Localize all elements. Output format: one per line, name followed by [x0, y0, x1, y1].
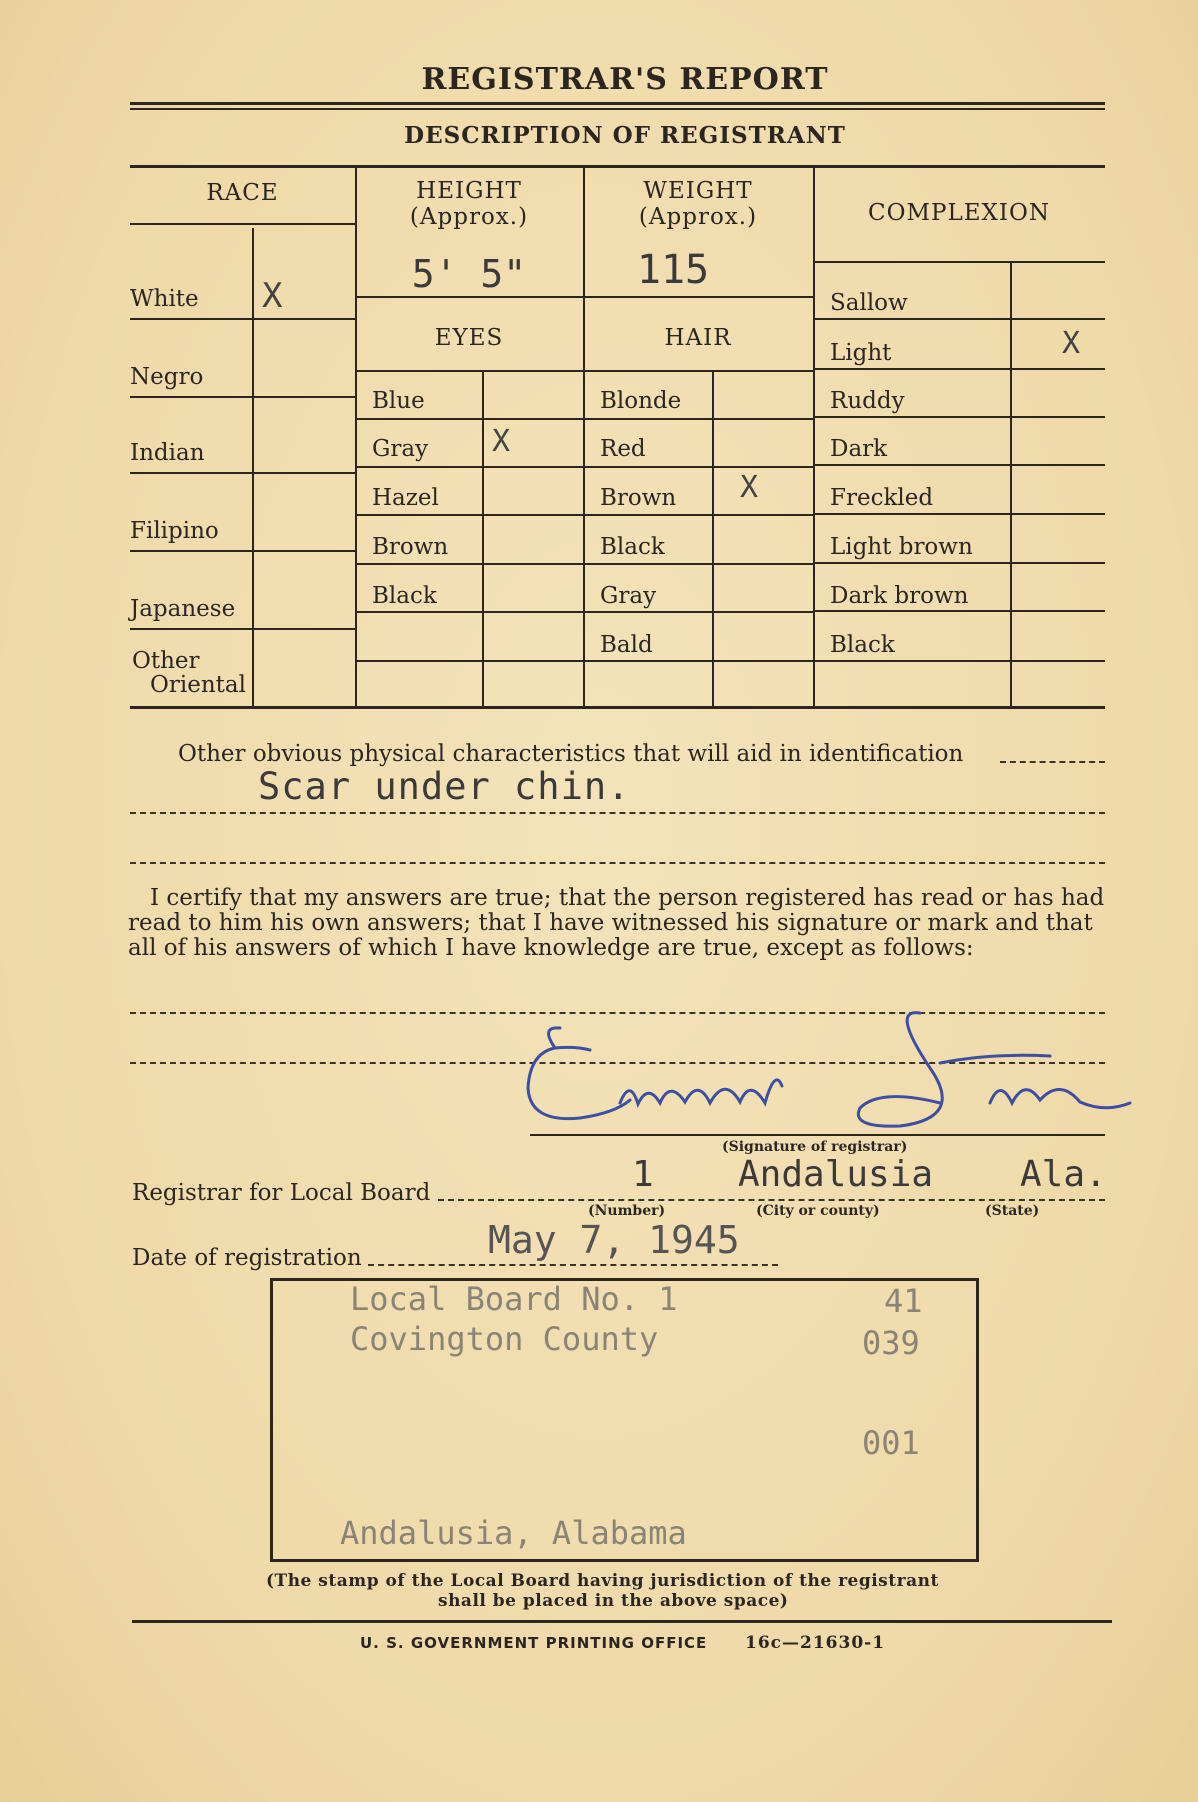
characteristics-line-2 — [130, 862, 1105, 864]
complexion-dark-brown-label: Dark brown — [830, 583, 969, 609]
signature-line — [530, 1134, 1105, 1136]
stamp-line-2: Covington County — [350, 1320, 659, 1358]
footer-printer: U. S. GOVERNMENT PRINTING OFFICE — [360, 1634, 708, 1652]
height-value: 5' 5" — [411, 252, 527, 296]
weight-value: 115 — [636, 247, 710, 293]
complexion-light-label: Light — [830, 340, 892, 366]
registration-date-line — [368, 1264, 778, 1266]
stamp-code-3: 001 — [862, 1424, 920, 1462]
local-board-number-caption: (Number) — [588, 1203, 666, 1219]
complexion-freckled-label: Freckled — [830, 485, 934, 511]
registration-date-label: Date of registration — [132, 1245, 362, 1271]
hair-blonde-label: Blonde — [600, 388, 682, 414]
complexion-rule-2 — [813, 368, 1105, 370]
local-board-label: Registrar for Local Board — [132, 1180, 431, 1206]
hair-mark-vline — [712, 372, 714, 708]
complexion-light-brown-label: Light brown — [830, 534, 973, 560]
race-header-rule — [130, 223, 355, 225]
race-filipino-label: Filipino — [130, 518, 219, 544]
complexion-sallow-label: Sallow — [830, 290, 908, 316]
eyes-black-label: Black — [372, 583, 437, 609]
title-rule-bottom — [130, 108, 1105, 110]
eyes-brown-label: Brown — [372, 534, 449, 560]
table-vline-3 — [813, 168, 815, 708]
eyes-hair-rule-4 — [355, 563, 813, 565]
weight-header — [583, 178, 813, 230]
race-mark-vline — [252, 228, 254, 708]
eyes-gray-mark: X — [492, 424, 511, 459]
certification-line-2: read to him his own answers; that I have witnessed his signature or mark and that — [128, 910, 1093, 936]
local-board-number: 1 — [632, 1154, 654, 1195]
stamp-code-2: 039 — [862, 1324, 920, 1362]
eyes-hair-rule-3 — [355, 514, 813, 516]
hair-black-label: Black — [600, 534, 665, 560]
hair-red-label: Red — [600, 436, 646, 462]
local-board-state: Ala. — [1020, 1154, 1107, 1195]
height-header-line2: (Approx.) — [409, 204, 529, 230]
title-rule-top — [130, 102, 1105, 105]
hair-brown-label: Brown — [600, 485, 677, 511]
complexion-dark-label: Dark — [830, 436, 888, 462]
complexion-mark-vline — [1010, 263, 1012, 708]
certification-line-3: all of his answers of which I have knowledge are true, except as follows: — [128, 935, 974, 961]
local-board-state-caption: (State) — [985, 1203, 1040, 1219]
complexion-header-rule — [813, 261, 1105, 263]
stamp-caption-line-1: (The stamp of the Local Board having jurisdiction of the registrant — [266, 1571, 939, 1591]
form-title: REGISTRAR'S REPORT — [421, 62, 829, 97]
registrar-signature — [520, 1008, 1140, 1148]
form-subtitle: DESCRIPTION OF REGISTRANT — [404, 122, 846, 149]
eyes-mark-vline — [482, 372, 484, 708]
registration-date-value: May 7, 1945 — [488, 1218, 740, 1262]
complexion-ruddy-label: Ruddy — [830, 388, 905, 414]
table-top-rule — [130, 165, 1105, 168]
eyes-hair-rule-6 — [355, 660, 813, 662]
complexion-rule-5 — [813, 513, 1105, 515]
characteristics-leader — [1000, 761, 1105, 763]
height-header — [355, 178, 583, 230]
race-other-label: Other — [132, 648, 200, 674]
table-vline-1 — [355, 168, 357, 708]
eyes-hair-header-rule — [355, 370, 813, 372]
weight-header-line1: WEIGHT — [643, 178, 753, 204]
race-indian-label: Indian — [130, 440, 205, 466]
weight-header-line2: (Approx.) — [638, 204, 758, 230]
local-board-line — [438, 1199, 1105, 1201]
footer-code: 16c—21630-1 — [745, 1633, 886, 1653]
complexion-header: COMPLEXION — [868, 200, 1050, 226]
signature-caption: (Signature of registrar) — [722, 1139, 908, 1155]
characteristics-value: Scar under chin. — [258, 765, 631, 808]
complexion-rule-3 — [813, 416, 1105, 418]
race-row-rule-1 — [130, 318, 355, 320]
race-japanese-label: Japanese — [130, 596, 236, 622]
race-oriental-label: Oriental — [150, 672, 246, 698]
hair-header: HAIR — [664, 325, 732, 351]
stamp-caption-line-2: shall be placed in the above space) — [438, 1591, 789, 1611]
complexion-rule-6 — [813, 562, 1105, 564]
characteristics-line-1 — [130, 812, 1105, 814]
complexion-rule-4 — [813, 464, 1105, 466]
footer-rule — [132, 1620, 1112, 1623]
race-negro-label: Negro — [130, 364, 204, 390]
complexion-rule-7 — [813, 610, 1105, 612]
race-row-rule-4 — [130, 550, 355, 552]
race-row-rule-2 — [130, 396, 355, 398]
eyes-hair-rule-1 — [355, 418, 813, 420]
race-header: RACE — [206, 180, 279, 206]
local-board-city-caption: (City or county) — [756, 1203, 880, 1219]
race-white-mark: X — [262, 276, 283, 316]
hair-gray-label: Gray — [600, 583, 657, 609]
eyes-hair-rule-2 — [355, 466, 813, 468]
complexion-rule-1 — [813, 318, 1105, 320]
stamp-line-1: Local Board No. 1 — [350, 1280, 678, 1318]
eyes-blue-label: Blue — [372, 388, 425, 414]
complexion-rule-8 — [813, 660, 1105, 662]
signature-graphic — [520, 1008, 1140, 1148]
complexion-black-label: Black — [830, 632, 895, 658]
certification-line-1: I certify that my answers are true; that the person registered has read or has had — [150, 885, 1105, 911]
hair-bald-label: Bald — [600, 632, 653, 658]
eyes-hazel-label: Hazel — [372, 485, 439, 511]
race-row-rule-5 — [130, 628, 355, 630]
race-white-label: White — [130, 286, 199, 312]
eyes-header: EYES — [434, 325, 504, 351]
race-row-rule-3 — [130, 472, 355, 474]
hair-brown-mark: X — [740, 470, 759, 505]
complexion-light-mark: X — [1062, 326, 1081, 361]
stamp-code-1: 41 — [884, 1282, 923, 1320]
height-weight-rule — [355, 296, 813, 298]
local-board-city: Andalusia — [738, 1154, 934, 1195]
height-header-line1: HEIGHT — [416, 178, 522, 204]
eyes-hair-rule-5 — [355, 611, 813, 613]
eyes-gray-label: Gray — [372, 436, 429, 462]
table-bottom-rule — [130, 706, 1105, 709]
characteristics-label: Other obvious physical characteristics that will aid in identification — [178, 741, 964, 767]
stamp-line-3: Andalusia, Alabama — [340, 1514, 687, 1552]
